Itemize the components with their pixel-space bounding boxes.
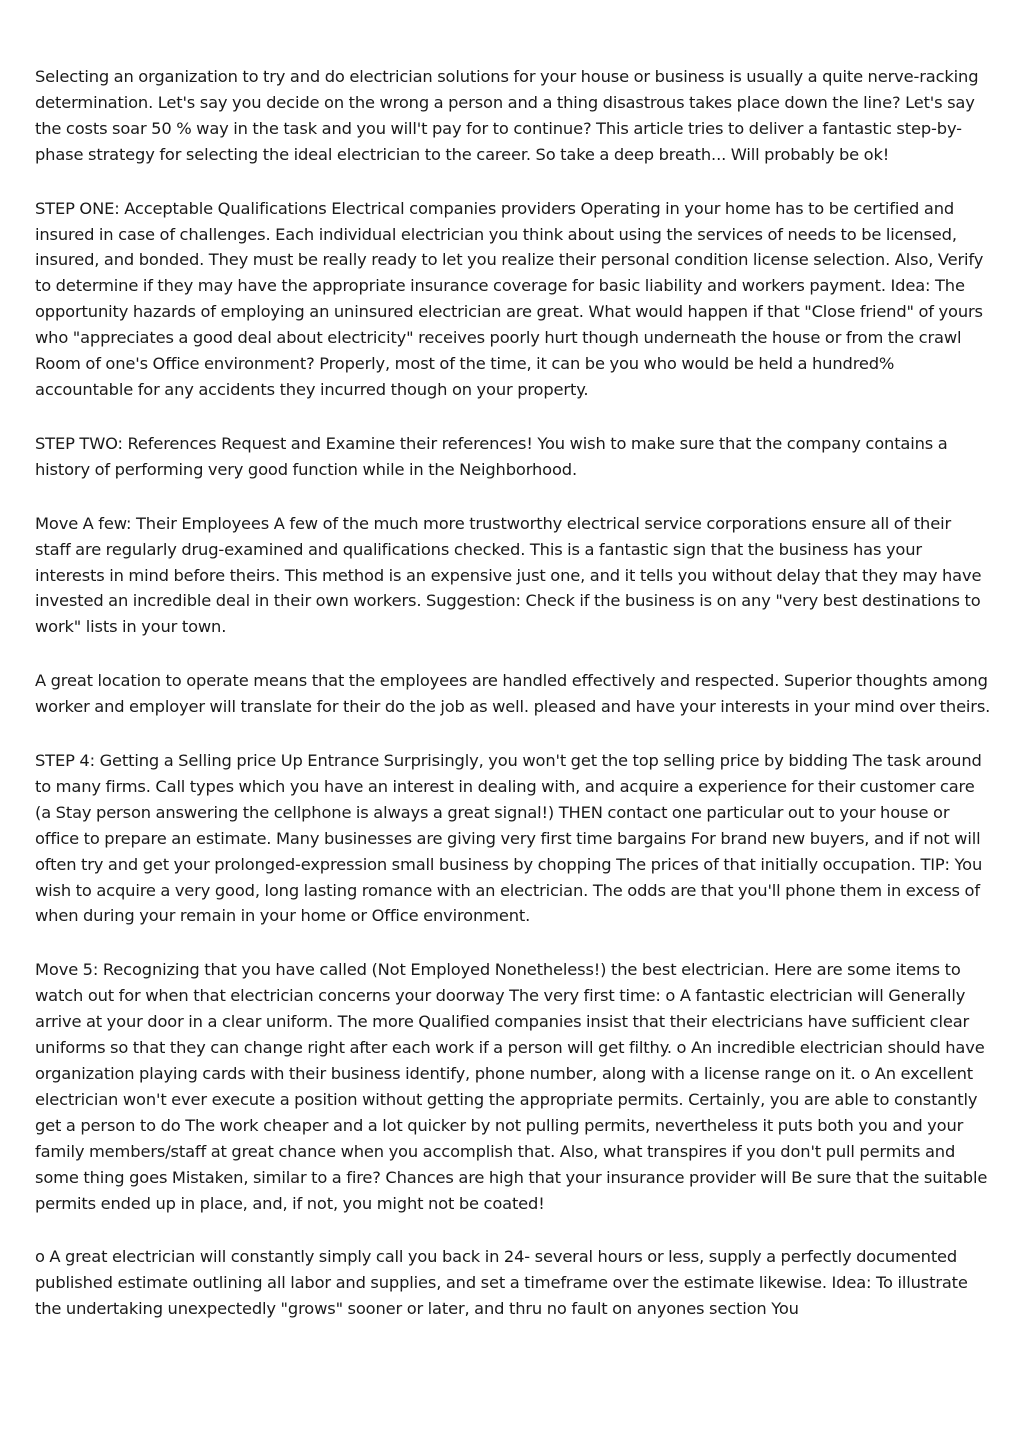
paragraph-step-three: Move A few: Their Employees A few of the much more trustworthy electrical service corporations ensure all of their staff are regularly drug-examined and qualifications checked. This is a fantastic sign that the business has your interests in mind before theirs. This method is an expensive just one, and it tells you without delay that they may have invested an incredible deal in their own workers. Suggestion: Check if the business is on any "very best destinations to work" lists in your town. xyxy=(35,513,982,637)
document-body xyxy=(35,64,991,1350)
paragraph-great-location: A great location to operate means that the employees are handled effectively and respected. Superior thoughts among worker and employer will translate for their do the job as well. pleased and have your interests in your mind over theirs. xyxy=(35,671,991,717)
paragraph-step-two: STEP TWO: References Request and Examine their references! You wish to make sure that the company contains a history of performing very good function while in the Neighborhood. xyxy=(35,433,948,479)
paragraph-callback: o A great electrician will constantly simply call you back in 24- several hours or less, supply a perfectly documented published estimate outlining all labor and supplies, and set a timeframe over the estimate likewise. Idea: To illustrate the undertaking unexpectedly "grows" sooner or later, and thru no fault on anyones section You xyxy=(35,1247,968,1319)
paragraph-intro: Selecting an organization to try and do electrician solutions for your house or business is usually a quite nerve-racking determination. Let's say you decide on the wrong a person and a thing disastrous takes place down the line? Let's say the costs soar 50 % way in the task and you will't pay for to continue? This article tries to deliver a fantastic step-by-phase strategy for selecting the ideal electrician to the career. So take a deep breath... Will probably be ok! xyxy=(35,67,979,164)
paragraph-step-one: STEP ONE: Acceptable Qualifications Electrical companies providers Operating in your home has to be certified and insured in case of challenges. Each individual electrician you think about using the services of needs to be licensed, insured, and bonded. They must be really ready to let you realize their personal condition license selection. Also, Verify to determine if they may have the appropriate insurance coverage for basic liability and workers payment. Idea: The opportunity hazards of employing an uninsured electrician are great. What would happen if that "Close friend" of yours who "appreciates a good deal about electricity" receives poorly hurt though underneath the house or from the crawl Room of one's Office environment? Properly, most of the time, it can be you who would be held a hundred% accountable for any accidents they incurred though on your property. xyxy=(35,198,984,399)
paragraph-step-four: STEP 4: Getting a Selling price Up Entrance Surprisingly, you won't get the top selling price by bidding The task around to many firms. Call types which you have an interest in dealing with, and acquire a experience for their customer care (a Stay person answering the cellphone is always a great signal!) THEN contact one particular out to your house or office to prepare an estimate. Many businesses are giving very first time bargains For brand new buyers, and if not will often try and get your prolonged-expression small business by chopping The prices of that initially occupation. TIP: You wish to acquire a very good, long lasting romance with an electrician. The odds are that you'll phone them in excess of when during your remain in your home or Office environment. xyxy=(35,751,983,926)
paragraph-step-five: Move 5: Recognizing that you have called (Not Employed Nonetheless!) the best electrician. Here are some items to watch out for when that electrician concerns your doorway The very first time: o A fantastic electrician will Generally arrive at your door in a clear uniform. The more Qualified companies insist that their electricians have sufficient clear uniforms so that they can change right after each work if a person will get filthy. o An incredible electrician should have organization playing cards with their business identify, phone number, along with a license range on it. o An excellent electrician won't ever execute a position without getting the appropriate permits. Certainly, you are able to constantly get a person to do The work cheaper and a lot quicker by not pulling permits, nevertheless it puts both you and your family members/staff at great chance when you accomplish that. Also, what transpires if you don't pull permits and some thing goes Mistaken, similar to a fire? Chances are high that your insurance provider will Be sure that the suitable permits ended up in place, and, if not, you might not be coated! xyxy=(35,960,988,1213)
